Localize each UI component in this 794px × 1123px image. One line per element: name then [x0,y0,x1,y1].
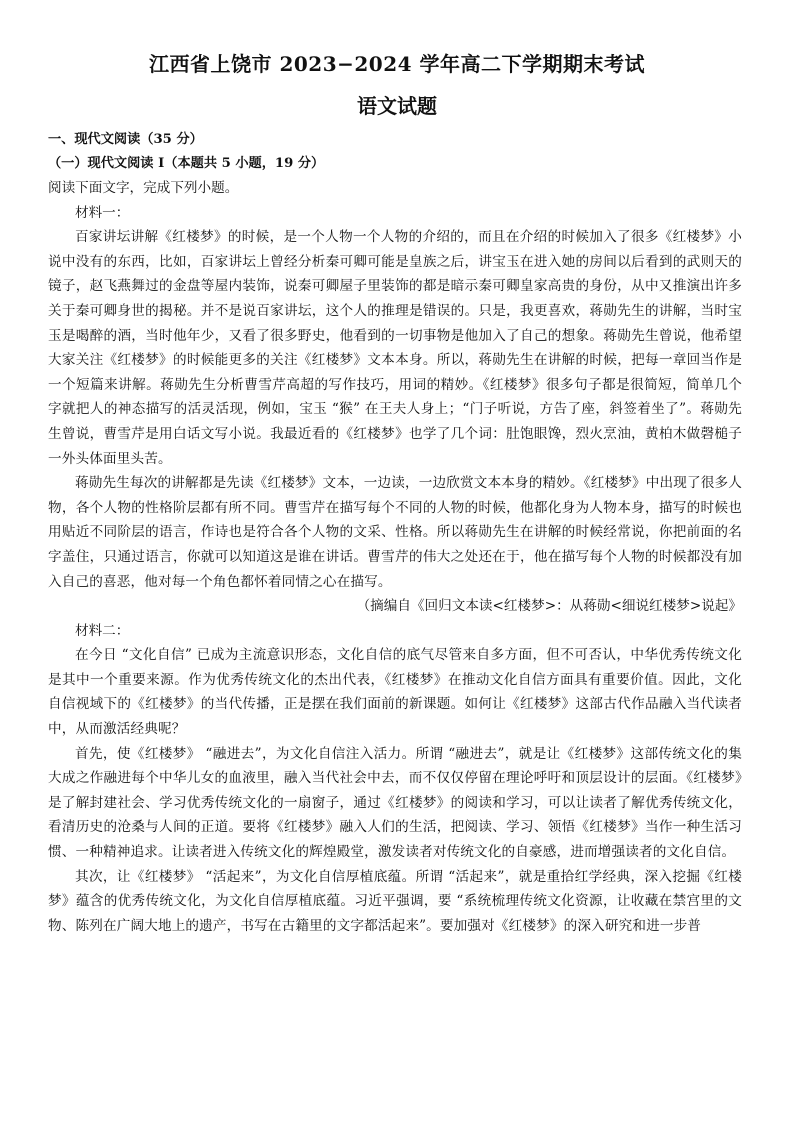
section-heading: 一、现代文阅读（35 分） [48,132,203,147]
material1-label: 材料一： [75,204,130,221]
document-title: 江西省上饶市 2023−2024 学年高二下学期期末考试 [148,52,645,76]
material1-paragraph-1: 百家讲坛讲解《红楼梦》的时候，是一个人物一个人物的介绍的，而且在介绍的时候加入了很多《红楼梦》小说中没有的东西，比如，百家讲坛上曾经分析秦可卿可能是皇族之后，讲宝玉在进入她的房间以后看到的武则天的镜子，赵飞燕舞过的金盘等屋内装饰，说秦可卿屋子里装饰的都是暗示秦可卿皇家高贵的身份，从中又推演出许多关于秦可卿身世的揭秘。并不是说百家讲坛，这个人的推理是错误的。只是，我更喜欢，蒋勋先生的讲解，当时宝玉是喝醉的酒，当时他年少，又看了很多野史，他看到的一切事物是他加入了自己的想象。蒋勋先生曾说，他希望大家关注《红楼梦》的时候能更多的关注《红楼梦》文本本身。所以，蒋勋先生在讲解的时候，把每一章回当作是一个短篇来讲解。蒋勋先生分析曹雪芹高超的写作技巧，用词的精妙。《红楼梦》很多句子都是很简短，简单几个字就把人的神态描写的活灵活现，例如，宝玉 “猴” 在王夫人身上；“门子听说，方告了座，斜签着坐了”。蒋勋先生曾说，曹雪芹是用白话文写小说。我最近看的《红楼梦》也学了几个词：肚饱眼馋，烈火烹油，黄柏木做磬槌子一外头体面里头苦。 [48,229,742,467]
material1-paragraph-2: 蒋勋先生每次的讲解都是先读《红楼梦》文本，一边读，一边欣赏文本本身的精妙。《红楼梦》中出现了很多人物，各个人物的性格阶层都有所不同。曹雪芹在描写每个不同的人物的时候，他都化身为人物本身，描写的时候也用贴近不同阶层的语言，作诗也是符合各个人物的文采、性格。所以蒋勋先生在讲解的时候经常说，你把前面的名字盖住，只通过语言，你就可以知道这是谁在讲话。曹雪芹的伟大之处还在于，他在描写每个人物的时候都没有加入自己的喜恶，他对每一个角色都怀着同情之心在描写。 [48,475,742,590]
material2-paragraph-3: 其次，让《红楼梦》 “活起来”，为文化自信厚植底蕴。所谓 “活起来”，就是重拾红学经典，深入挖掘《红楼梦》蕴含的优秀传统文化，为文化自信厚植底蕴。习近平强调，要 “系统梳理传统文化资源，让收藏在禁宫里的文物、陈列在广阔大地上的遗产，书写在古籍里的文字都活起来”。要加强对《红楼梦》的深入研究和进一步普 [48,868,742,934]
instruction-text: 阅读下面文字，完成下列小题。 [48,180,239,196]
material1-source: （摘编自《回归文本读<红楼梦>：从蒋勋<细说红楼梦>说起》 [356,598,742,615]
material2-label: 材料二： [75,622,130,639]
material2-paragraph-2: 首先，使《红楼梦》 “融进去”，为文化自信注入活力。所谓 “融进去”，就是让《红楼梦》这部传统文化的集大成之作融进每个中华儿女的血液里，融入当代社会中去，而不仅仅停留在理论呼吁和顶层设计的层面。《红楼梦》是了解封建社会、学习优秀传统文化的一扇窗子，通过《红楼梦》的阅读和学习，可以让读者了解优秀传统文化，看清历史的沧桑与人间的正道。要将《红楼梦》融入人们的生活，把阅读、学习、领悟《红楼梦》当作一种生活习惯、一种精神追求。让读者进入传统文化的辉煌殿堂，激发读者对传统文化的自豪感，进而增强读者的文化自信。 [48,745,742,861]
material2-paragraph-1: 在今日 “文化自信” 已成为主流意识形态，文化自信的底气尽管来自多方面，但不可否认，中华优秀传统文化是其中一个重要来源。作为优秀传统文化的杰出代表，《红楼梦》在推动文化自信方面具有重要价值。因此，文化自信视域下的《红楼梦》的当代传播，正是摆在我们面前的新课题。如何让《红楼梦》这部古代作品融入当代读者中，从而激活经典呢？ [48,647,742,738]
document-body [48,128,742,938]
document-subtitle: 语文试题 [357,94,437,118]
subsection-heading: （一）现代文阅读 I（本题共 5 小题，19 分） [48,156,325,171]
